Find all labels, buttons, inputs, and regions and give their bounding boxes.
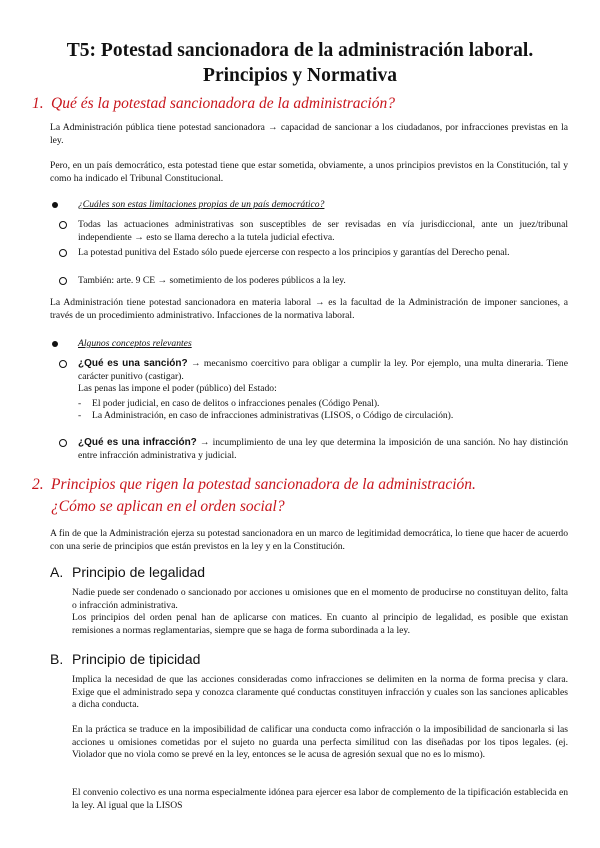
concepto-sancion-definition: → mecanismo coercitivo para obligar a cumplir la ley. Por ejemplo, una multa dineraria. Tiene carácter punitivo (castigar). bbox=[78, 358, 568, 382]
bullet-conceptos-text: Algunos conceptos relevantes bbox=[78, 338, 192, 349]
subsection-a-heading bbox=[50, 563, 205, 581]
circle-bullet-icon bbox=[59, 277, 67, 285]
section1-paragraph-1: La Administración pública tiene potestad sancionadora → capacidad de sancionar a los ciudadanos, por infracciones previstas en la ley. bbox=[50, 122, 568, 146]
section2-heading-line2: ¿Cómo se aplican en el orden social? bbox=[51, 498, 285, 515]
sancion-dash-item-1: - El poder judicial, en caso de delitos o infracciones penales (Código Penal). bbox=[78, 398, 380, 409]
tipicidad-paragraph-2: En la práctica se traduce en la imposibilidad de calificar una conducta como infracción o la imposibilidad de sancionarla si las acciones u omisiones cometidas por el sujeto no guarda una perfecta similitud con las diseñadas por los tipos legales. (ej. Violador que no viola como se prevé en la ley, entonces se le acusa de agresión sexual que no es lo mismo). bbox=[72, 724, 568, 761]
section1-paragraph-2: Pero, en un país democrático, esta potestad tiene que estar sometida, obviamente, a unos principios previstos en la Constitución, tal y como ha indicado el Tribunal Constitucional. bbox=[50, 160, 568, 184]
circle-bullet-icon bbox=[59, 439, 67, 447]
legalidad-paragraph-1: Nadie puede ser condenado o sancionado por acciones u omisiones que en el momento de producirse no constituyan delito, falta o infracción administrativa. bbox=[72, 587, 568, 611]
section2-heading-line1: Principios que rigen la potestad sancionadora de la administración. bbox=[51, 476, 476, 493]
document-title-line1: T5: Potestad sancionadora de la administración laboral. bbox=[66, 40, 534, 61]
tipicidad-paragraph-1: Implica la necesidad de que las acciones consideradas como infracciones se delimiten en la norma de forma precisa y clara. Exige que el administrado sepa y conozca claramente qué conductas constituyen infracción y cuales son las sanciones aplicables a dicha conducta. bbox=[72, 674, 568, 711]
concepto-sancion-line2: Las penas las impone el poder (público) del Estado: bbox=[78, 383, 277, 395]
sancion-dash-item-2: - La Administración, en caso de infracciones administrativas (LISOS, o Código de circulación). bbox=[78, 410, 454, 421]
section1-heading-text: Qué és la potestad sancionadora de la administración? bbox=[51, 95, 395, 112]
concepto-sancion-term: ¿Qué es una sanción? bbox=[78, 358, 188, 369]
section2-intro: A fin de que la Administración ejerza su potestad sancionadora en un marco de legitimidad democrática, lo tiene que hacer de acuerdo con una serie de principios que están previstos en la ley y en la Constitución. bbox=[50, 528, 568, 552]
circle-bullet-icon bbox=[59, 360, 67, 368]
bullet-dot-icon bbox=[52, 341, 58, 347]
subsection-b-title: Principio de tipicidad bbox=[72, 651, 201, 667]
circle-bullet-icon bbox=[59, 221, 67, 229]
limitacion-item-1: Todas las actuaciones administrativas son susceptibles de ser revisadas en vía jurisdiccional, ante un juez/tribunal independiente → esto se llama derecho a la tutela judicial efectiva. bbox=[78, 219, 568, 244]
subsection-a-title: Principio de legalidad bbox=[72, 564, 206, 580]
section1-number: 1. bbox=[32, 95, 44, 112]
circle-bullet-icon bbox=[59, 249, 67, 257]
limitacion-item-3: También: arte. 9 CE → sometimiento de los poderes públicos a la ley. bbox=[78, 275, 568, 288]
subsection-b-letter: B. bbox=[50, 651, 64, 667]
section2-number: 2. bbox=[32, 476, 44, 493]
document-title bbox=[30, 38, 570, 88]
concepto-infraccion-term: ¿Qué es una infracción? bbox=[78, 437, 197, 448]
subsection-a-letter: A. bbox=[50, 564, 64, 580]
limitacion-item-2: La potestad punitiva del Estado sólo puede ejercerse con respecto a los principios y garantías del Derecho penal. bbox=[78, 247, 568, 260]
legalidad-paragraph-2: Los principios del orden penal han de aplicarse con matices. En cuanto al principio de legalidad, es posible que existan remisiones a normas reglamentarias, siempre que se haga de forma subordinada a la ley. bbox=[72, 612, 568, 636]
bullet-dot-icon bbox=[52, 202, 58, 208]
subsection-b-heading bbox=[50, 650, 200, 668]
concepto-infraccion bbox=[78, 437, 568, 462]
section1-heading bbox=[32, 93, 572, 115]
concepto-infraccion-definition: → incumplimiento de una ley que determina la imposición de una sanción. No hay distinción entre infracción administrativa y judicial. bbox=[78, 437, 568, 461]
section2-heading bbox=[32, 474, 572, 518]
document-title-line2: Principios y Normativa bbox=[203, 65, 397, 86]
section1-paragraph-3: La Administración tiene potestad sancionadora en materia laboral → es la facultad de la Administración de imponer sanciones, a través de un procedimiento administrativo. Infacciones de la normativa laboral. bbox=[50, 297, 568, 321]
tipicidad-paragraph-3: El convenio colectivo es una norma especialmente idónea para ejercer esa labor de complemento de la tipificación establecida en la ley. Al igual que la LISOS bbox=[72, 787, 568, 811]
concepto-sancion bbox=[78, 358, 568, 396]
bullet-limitaciones-text: ¿Cuáles son estas limitaciones propias de un país democrático? bbox=[78, 199, 325, 210]
